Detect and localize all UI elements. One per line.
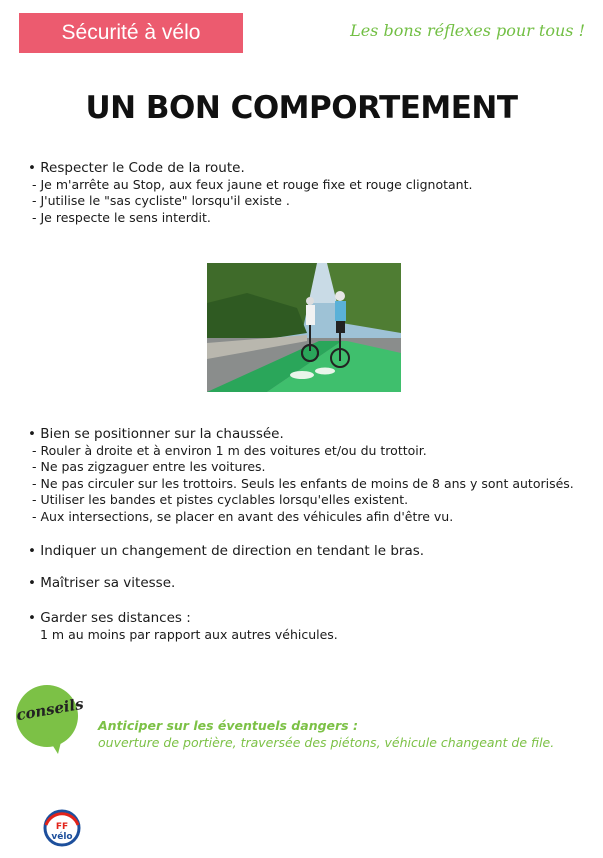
section-vitesse bbox=[28, 575, 175, 592]
logo-line1: FF bbox=[55, 822, 69, 832]
conseils-badge-label: conseils bbox=[14, 694, 85, 725]
ffvelo-logo bbox=[42, 808, 82, 848]
section-heading: • Respecter le Code de la route. bbox=[28, 160, 472, 177]
section-heading: • Bien se positionner sur la chaussée. bbox=[28, 426, 574, 443]
slogan: Les bons réflexes pour tous ! bbox=[350, 21, 585, 40]
section-text: 1 m au moins par rapport aux autres véhicules. bbox=[40, 626, 338, 642]
speech-bubble-tail bbox=[48, 738, 62, 754]
section-heading: • Indiquer un changement de direction en tendant le bras. bbox=[28, 543, 424, 560]
section-distances bbox=[28, 610, 338, 643]
conseils-badge bbox=[14, 685, 85, 747]
list-item: - J'utilise le "sas cycliste" lorsqu'il existe . bbox=[28, 193, 472, 210]
section-heading: • Garder ses distances : bbox=[28, 610, 338, 627]
page-title: UN BON COMPORTEMENT bbox=[85, 90, 518, 126]
section-direction bbox=[28, 543, 424, 560]
section-code-route bbox=[28, 160, 472, 226]
ffvelo-logo-icon bbox=[42, 808, 82, 848]
list-item: - Je respecte le sens interdit. bbox=[28, 210, 472, 227]
list-item: - Ne pas circuler sur les trottoirs. Seuls les enfants de moins de 8 ans y sont autorisés. bbox=[28, 476, 574, 493]
section-positionnement bbox=[28, 426, 574, 525]
advice-text: ouverture de portière, traversée des piétons, véhicule changeant de file. bbox=[98, 735, 555, 750]
list-item: - Aux intersections, se placer en avant des véhicules afin d'être vu. bbox=[28, 509, 574, 526]
section-tag: Sécurité à vélo bbox=[19, 13, 243, 53]
advice-block bbox=[98, 717, 554, 751]
cyclists-illustration bbox=[207, 263, 401, 392]
section-heading: • Maîtriser sa vitesse. bbox=[28, 575, 175, 592]
list-item: - Utiliser les bandes et pistes cyclables lorsqu'elles existent. bbox=[28, 492, 574, 509]
cyclists-photo bbox=[207, 263, 401, 392]
list-item: - Je m'arrête au Stop, aux feux jaune et rouge fixe et rouge clignotant. bbox=[28, 177, 472, 194]
advice-heading: Anticiper sur les éventuels dangers : bbox=[98, 718, 358, 733]
list-item: - Ne pas zigzaguer entre les voitures. bbox=[28, 459, 574, 476]
list-item: - Rouler à droite et à environ 1 m des voitures et/ou du trottoir. bbox=[28, 443, 574, 460]
logo-line2: vélo bbox=[51, 832, 73, 842]
